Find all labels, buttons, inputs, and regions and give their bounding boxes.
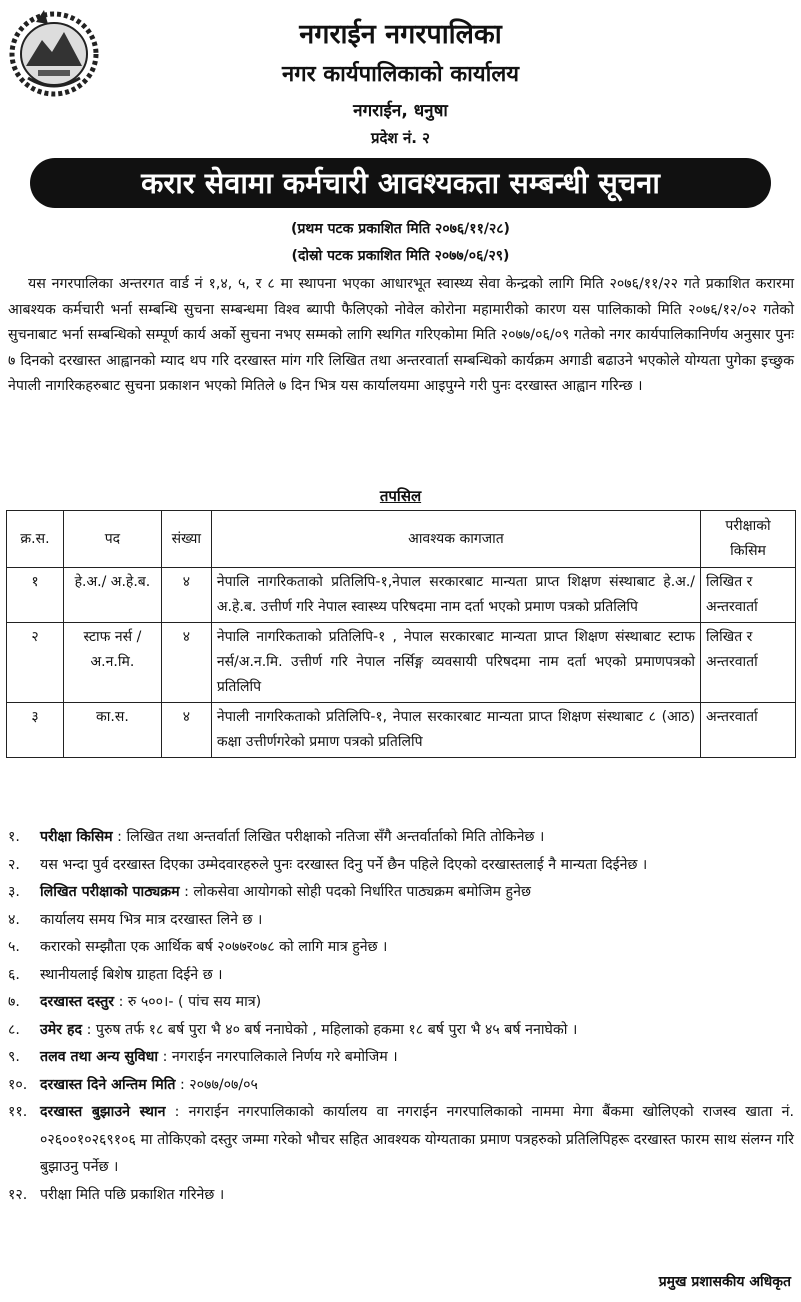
note-text: : लोकसेवा आयोगको सोही पदको निर्धारित पाठ्यक्रम बमोजिम हुनेछ xyxy=(184,884,531,900)
note-number: २. xyxy=(8,856,20,873)
list-item xyxy=(8,989,794,1017)
list-item xyxy=(8,879,794,907)
table-row xyxy=(7,703,796,758)
notice-title: करार सेवामा कर्मचारी आवश्यकता सम्बन्धी सूचना xyxy=(30,158,771,208)
cell-docs: नेपालि नागरिकताको प्रतिलिपि-१,नेपाल सरकारबाट मान्यता प्राप्त शिक्षण संस्थाबाट हे.अ./अ.हे.ब. उत्तीर्ण गरि नेपाल स्वास्थ्य परिषदमा नाम दर्ता भएको प्रमाण पत्रको प्रतिलिपि xyxy=(211,568,700,623)
header-sn: क्र.स. xyxy=(7,511,64,568)
note-number: ३. xyxy=(8,884,20,900)
intro-paragraph: यस नगरपालिका अन्तरगत वार्ड नं १,४, ५, र ८ मा स्थापना भएका आधारभूत स्वास्थ्य सेवा केन्द्रको लागि मिति २०७६/११/२२ गते प्रकाशित करारमा आबश्यक कर्मचारी भर्ना सम्बन्धि सुचना सम्बन्धमा विश्व ब्यापी फैलिएको नोवेल कोरोना महामारीको कारण यस पालिकाको मिति २०७६/१२/०२ गतेको सुचनाबाट भर्ना सम्बन्धिको सम्पूर्ण कार्य अर्को सुचना नभए सम्मको लागि स्थगित गरिएकोमा मिति २०७७/०६/०९ गतेको नगर कार्यपालिकानिर्णय अनुसार पुनः ७ दिनको दरखास्त आह्वानको म्याद थप गरि दरखास्त मांग गरि लिखित तथा अन्तरवार्ता सम्बन्धिको कार्यक्रम अगाडी बढाउने भएकोले योग्यता पुगेका इच्छुक नेपाली नागरिकहरुबाट सुचना प्रकाशन भएको मितिले ७ दिन भित्र यस कार्यालयमा आइपुग्ने गरी पुनः दरखास्त आह्वान गरिन्छ । xyxy=(8,276,794,395)
cell-sn: ३ xyxy=(7,703,64,758)
cell-post: स्टाफ नर्स / अ.न.मि. xyxy=(63,623,161,703)
note-text: करारको सम्झौता एक आर्थिक बर्ष २०७७र०७८ को लागि मात्र हुनेछ । xyxy=(40,939,388,955)
cell-exam: अन्तरवार्ता xyxy=(701,703,796,758)
list-item xyxy=(8,1072,794,1100)
note-number: १२. xyxy=(8,1186,28,1203)
org-name: नगराईन नगरपालिका xyxy=(299,19,502,50)
list-item xyxy=(8,907,794,935)
note-number: १. xyxy=(8,829,20,845)
note-label: तलव तथा अन्य सुविधा xyxy=(40,1049,159,1065)
note-label: दरखास्त बुझाउने स्थान xyxy=(40,1104,166,1120)
cell-docs: नेपाली नागरिकताको प्रतिलिपि-१, नेपाल सरकारबाट मान्यता प्राप्त शिक्षण संस्थाबाट ८ (आठ) कक्षा उत्तीर्णगरेको प्रमाण पत्रको प्रतिलिपि xyxy=(211,703,700,758)
second-publication-date: (दोस्रो पटक प्रकाशित मिति २०७७/०६/२९) xyxy=(291,248,510,264)
header-post: पद xyxy=(63,511,161,568)
header-count: संख्या xyxy=(161,511,211,568)
location: नगराईन, धनुषा xyxy=(353,101,448,121)
header-docs: आवश्यक कागजात xyxy=(211,511,700,568)
notes-list xyxy=(8,824,794,1209)
note-text: : रु ५००।- ( पांच सय मात्र) xyxy=(118,994,262,1010)
office-name: नगर कार्यपालिकाको कार्यालय xyxy=(282,62,519,87)
cell-docs: नेपालि नागरिकताको प्रतिलिपि-१ , नेपाल सरकारबाट मान्यता प्राप्त शिक्षण संस्थाबाट स्टाफ नर्स/अ.न.मि. उत्तीर्ण गरि नेपाल नर्सिङ्ग व्यवसायी परिषदमा नाम दर्ता भएको प्रमाणपत्रको प्रतिलिपि xyxy=(211,623,700,703)
vacancy-table xyxy=(6,510,796,758)
cell-post: का.स. xyxy=(63,703,161,758)
cell-count: ४ xyxy=(161,623,211,703)
table-caption: तपसिल xyxy=(379,487,422,505)
list-item xyxy=(8,1017,794,1045)
table-row xyxy=(7,568,796,623)
note-label: लिखित परीक्षाको पाठ्यक्रम xyxy=(40,884,180,900)
note-text: कार्यालय समय भित्र मात्र दरखास्त लिने छ । xyxy=(40,911,263,928)
list-item xyxy=(8,1044,794,1072)
note-number: ४. xyxy=(8,911,20,928)
first-publication-date: (प्रथम पटक प्रकाशित मिति २०७६/११/२८) xyxy=(291,221,510,237)
note-text: यस भन्दा पुर्व दरखास्त दिएका उम्मेदवारहरुले पुनः दरखास्त दिनु पर्ने छैन पहिले दिएको दरखास्तलाई नै मान्यता दिईनेछ । xyxy=(40,856,648,873)
note-text: : लिखित तथा अन्तर्वार्ता लिखित परीक्षाको नतिजा सँगै अन्तर्वार्ताको मिति तोकिनेछ । xyxy=(117,829,545,845)
note-text: : नगराईन नगरपालिकाको कार्यालय वा नगराईन नगरपालिकाको नाममा मेगा बैंकमा खोलिएको राजस्व खाता नं. ०२६००१०२६९१०६ मा तोकिएको दस्तुर जम्मा गरेको भौचर सहित आवश्यक योग्यताका प्रमाण पत्रहरुको प्रतिलिपिहरू दरखास्त फारम साथ संलग्न गरि बुझाउनु पर्नेछ । xyxy=(40,1104,794,1175)
note-text: परीक्षा मिति पछि प्रकाशित गरिनेछ । xyxy=(40,1186,225,1203)
province: प्रदेश नं. २ xyxy=(371,129,430,147)
table-row xyxy=(7,623,796,703)
header-exam-type: परीक्षाको किसिम xyxy=(701,511,796,568)
note-text: : पुरुष तर्फ १८ बर्ष पुरा भै ४० बर्ष ननाघेको , महिलाको हकमा १८ बर्ष पुरा भै ४५ बर्ष ननाघेको । xyxy=(86,1021,578,1038)
note-text: : नगराईन नगरपालिकाले निर्णय गरे बमोजिम । xyxy=(162,1049,398,1065)
note-label: उमेर हद xyxy=(40,1021,83,1038)
note-text: : २०७७/०७/०५ xyxy=(180,1076,258,1093)
note-number: ५. xyxy=(8,939,20,955)
list-item xyxy=(8,1182,794,1210)
table-header-row xyxy=(7,511,796,568)
note-text: स्थानीयलाई बिशेष ग्राहता दिईने छ । xyxy=(40,966,223,983)
cell-sn: १ xyxy=(7,568,64,623)
list-item xyxy=(8,824,794,852)
cell-sn: २ xyxy=(7,623,64,703)
note-number: १०. xyxy=(8,1076,28,1093)
cell-exam: लिखित र अन्तरवार्ता xyxy=(701,568,796,623)
note-number: ११. xyxy=(8,1104,28,1120)
note-number: ७. xyxy=(8,994,20,1010)
note-number: ९. xyxy=(8,1049,20,1065)
note-label: दरखास्त दस्तुर xyxy=(40,994,115,1010)
cell-count: ४ xyxy=(161,703,211,758)
list-item xyxy=(8,934,794,962)
note-label: दरखास्त दिने अन्तिम मिति xyxy=(40,1076,176,1093)
list-item xyxy=(8,1099,794,1182)
cell-count: ४ xyxy=(161,568,211,623)
note-number: ६. xyxy=(8,966,20,983)
cell-post: हे.अ./ अ.हे.ब. xyxy=(63,568,161,623)
list-item xyxy=(8,962,794,990)
signature-title: प्रमुख प्रशासकीय अधिकृत xyxy=(658,1274,791,1290)
note-label: परीक्षा किसिम xyxy=(40,829,113,845)
note-number: ८. xyxy=(8,1021,20,1038)
cell-exam: लिखित र अन्तरवार्ता xyxy=(701,623,796,703)
list-item xyxy=(8,852,794,880)
